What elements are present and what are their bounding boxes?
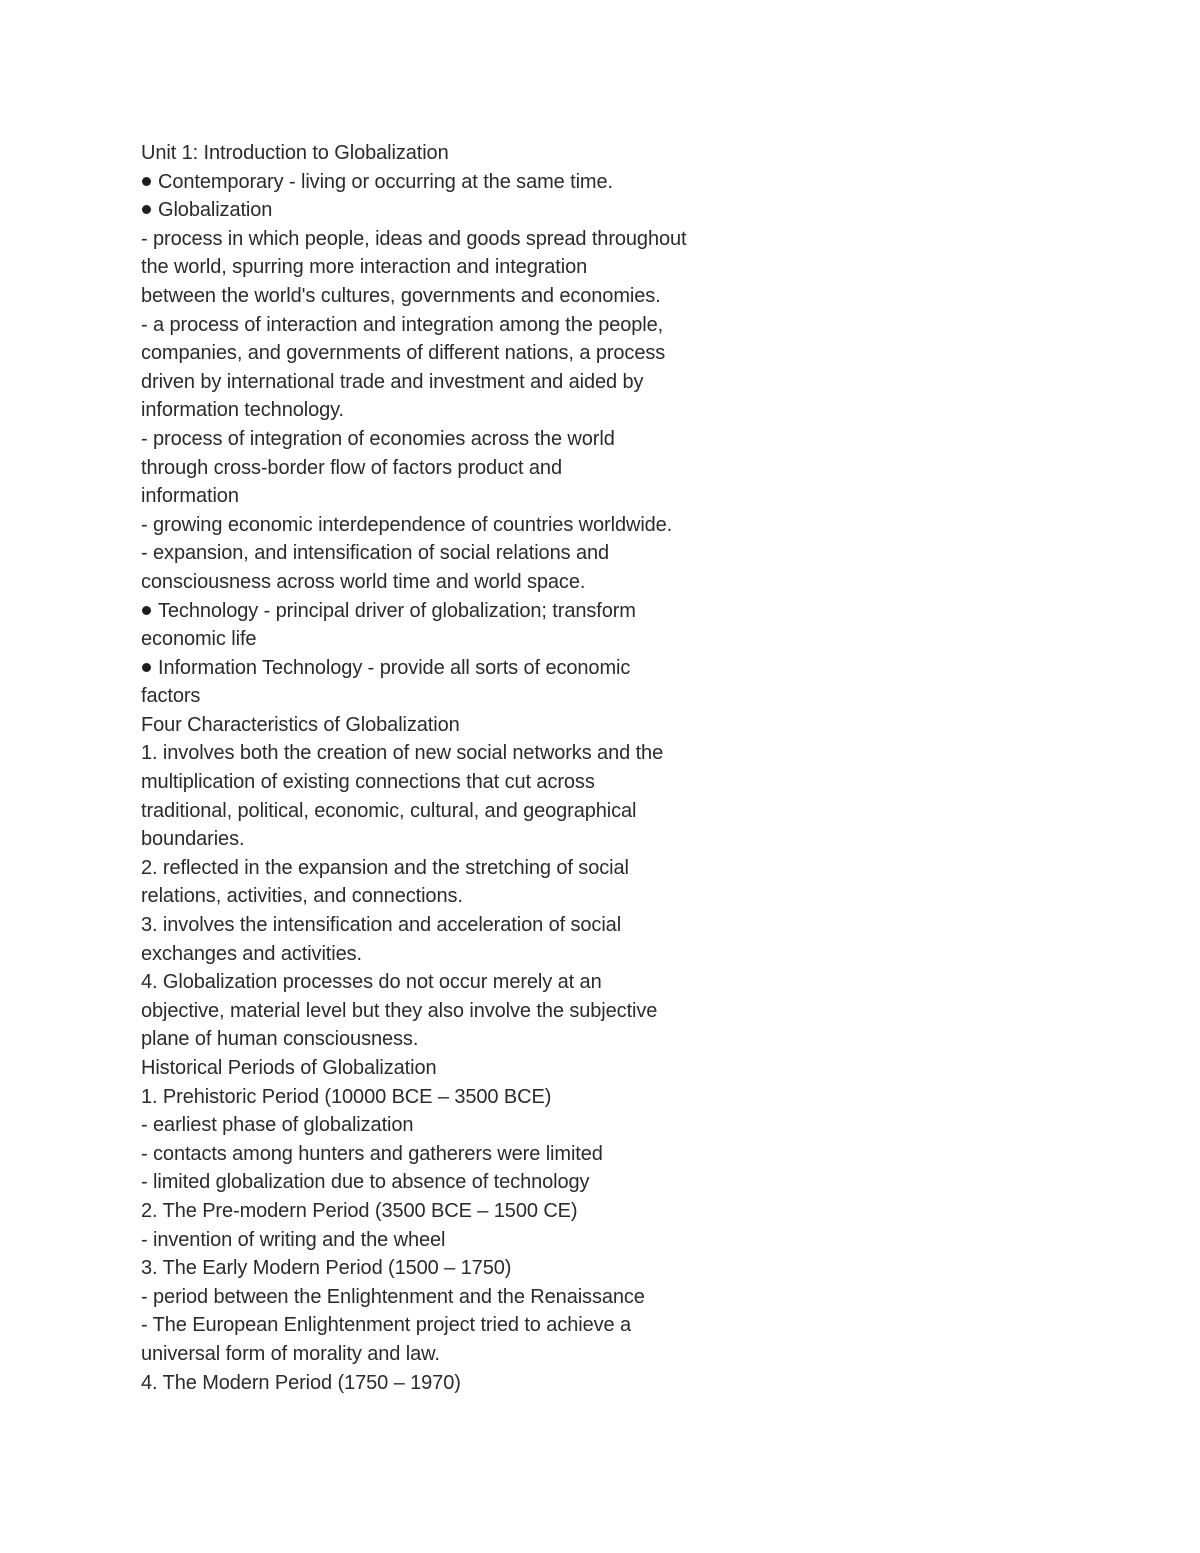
line-text: - earliest phase of globalization	[141, 1114, 414, 1137]
line-text: - process in which people, ideas and goods spread throughout	[141, 227, 687, 250]
text-line	[141, 1111, 781, 1140]
line-text: 3. involves the intensification and acceleration of social	[141, 914, 622, 937]
line-text: the world, spurring more interaction and integration	[141, 256, 588, 279]
line-text: 4. Globalization processes do not occur merely at an	[141, 971, 602, 994]
line-text: - a process of interaction and integration among the people,	[141, 313, 664, 336]
text-line	[141, 396, 781, 425]
line-text: relations, activities, and connections.	[141, 885, 463, 908]
text-line	[141, 968, 781, 997]
bullet-list-item	[141, 168, 781, 197]
text-line	[141, 225, 781, 254]
line-text: Globalization	[158, 199, 273, 222]
line-text: - contacts among hunters and gatherers were limited	[141, 1142, 603, 1165]
text-line	[141, 1140, 781, 1169]
text-line	[141, 911, 781, 940]
text-line	[141, 282, 781, 311]
line-text: 2. The Pre-modern Period (3500 BCE – 1500 CE)	[141, 1199, 578, 1222]
bullet-icon	[142, 177, 151, 186]
text-line	[141, 1083, 781, 1112]
text-line	[141, 339, 781, 368]
line-text: 4. The Modern Period (1750 – 1970)	[141, 1371, 461, 1394]
text-line	[141, 1226, 781, 1255]
text-line	[141, 454, 781, 483]
text-line	[141, 1311, 781, 1340]
line-text: - limited globalization due to absence of technology	[141, 1171, 590, 1194]
text-line	[141, 1369, 781, 1398]
text-line	[141, 311, 781, 340]
line-text: - process of integration of economies across the world	[141, 427, 615, 450]
text-line	[141, 568, 781, 597]
line-text: - growing economic interdependence of countries worldwide.	[141, 513, 673, 536]
text-line	[141, 425, 781, 454]
line-text: information	[141, 485, 239, 508]
line-text: through cross-border flow of factors product and	[141, 456, 562, 479]
text-line	[141, 854, 781, 883]
text-line	[141, 253, 781, 282]
text-line	[141, 625, 781, 654]
line-text: multiplication of existing connections that cut across	[141, 771, 595, 794]
line-text: - period between the Enlightenment and the Renaissance	[141, 1285, 645, 1308]
line-text: information technology.	[141, 399, 345, 422]
bullet-icon	[142, 606, 151, 615]
line-text: companies, and governments of different nations, a process	[141, 342, 666, 365]
text-line	[141, 739, 781, 768]
line-text: - invention of writing and the wheel	[141, 1228, 446, 1251]
text-line	[141, 1025, 781, 1054]
line-text: objective, material level but they also involve the subjective	[141, 999, 658, 1022]
bullet-icon	[142, 205, 151, 214]
line-text: universal form of morality and law.	[141, 1342, 440, 1365]
text-line	[141, 1054, 781, 1083]
text-line	[141, 825, 781, 854]
line-text: Information Technology - provide all sorts of economic	[158, 656, 631, 679]
bullet-list-item	[141, 654, 781, 683]
text-line	[141, 682, 781, 711]
text-line	[141, 482, 781, 511]
text-line	[141, 997, 781, 1026]
line-text: traditional, political, economic, cultural, and geographical	[141, 799, 637, 822]
line-text: 1. involves both the creation of new social networks and the	[141, 742, 664, 765]
line-text: 2. reflected in the expansion and the stretching of social	[141, 856, 629, 879]
line-text: consciousness across world time and world space.	[141, 570, 586, 593]
line-text: Unit 1: Introduction to Globalization	[141, 142, 449, 164]
bullet-list-item	[141, 196, 781, 225]
line-text: Technology - principal driver of globalization; transform	[158, 599, 636, 622]
text-line	[141, 882, 781, 911]
document-body	[141, 139, 781, 1397]
text-line	[141, 797, 781, 826]
text-line	[141, 711, 781, 740]
text-line	[141, 768, 781, 797]
line-text: Historical Periods of Globalization	[141, 1057, 437, 1079]
text-line	[141, 368, 781, 397]
line-text: - expansion, and intensification of social relations and	[141, 542, 610, 565]
bullet-icon	[142, 663, 151, 672]
line-text: economic life	[141, 628, 257, 651]
line-text: 1. Prehistoric Period (10000 BCE – 3500 BCE)	[141, 1085, 552, 1108]
line-text: - The European Enlightenment project tried to achieve a	[141, 1314, 631, 1337]
line-text: factors	[141, 685, 201, 708]
text-line	[141, 1168, 781, 1197]
text-line	[141, 1340, 781, 1369]
text-line	[141, 1283, 781, 1312]
line-text: between the world's cultures, governments and economies.	[141, 284, 661, 307]
line-text: Contemporary - living or occurring at the same time.	[158, 170, 613, 193]
text-line	[141, 539, 781, 568]
line-text: driven by international trade and investment and aided by	[141, 370, 644, 393]
bullet-list-item	[141, 597, 781, 626]
line-text: plane of human consciousness.	[141, 1028, 419, 1051]
line-text: Four Characteristics of Globalization	[141, 713, 460, 736]
line-text: exchanges and activities.	[141, 942, 362, 965]
text-line	[141, 1254, 781, 1283]
text-line	[141, 139, 781, 168]
text-line	[141, 511, 781, 540]
line-text: boundaries.	[141, 828, 245, 851]
line-text: 3. The Early Modern Period (1500 – 1750)	[141, 1257, 512, 1280]
text-line	[141, 1197, 781, 1226]
text-line	[141, 940, 781, 969]
